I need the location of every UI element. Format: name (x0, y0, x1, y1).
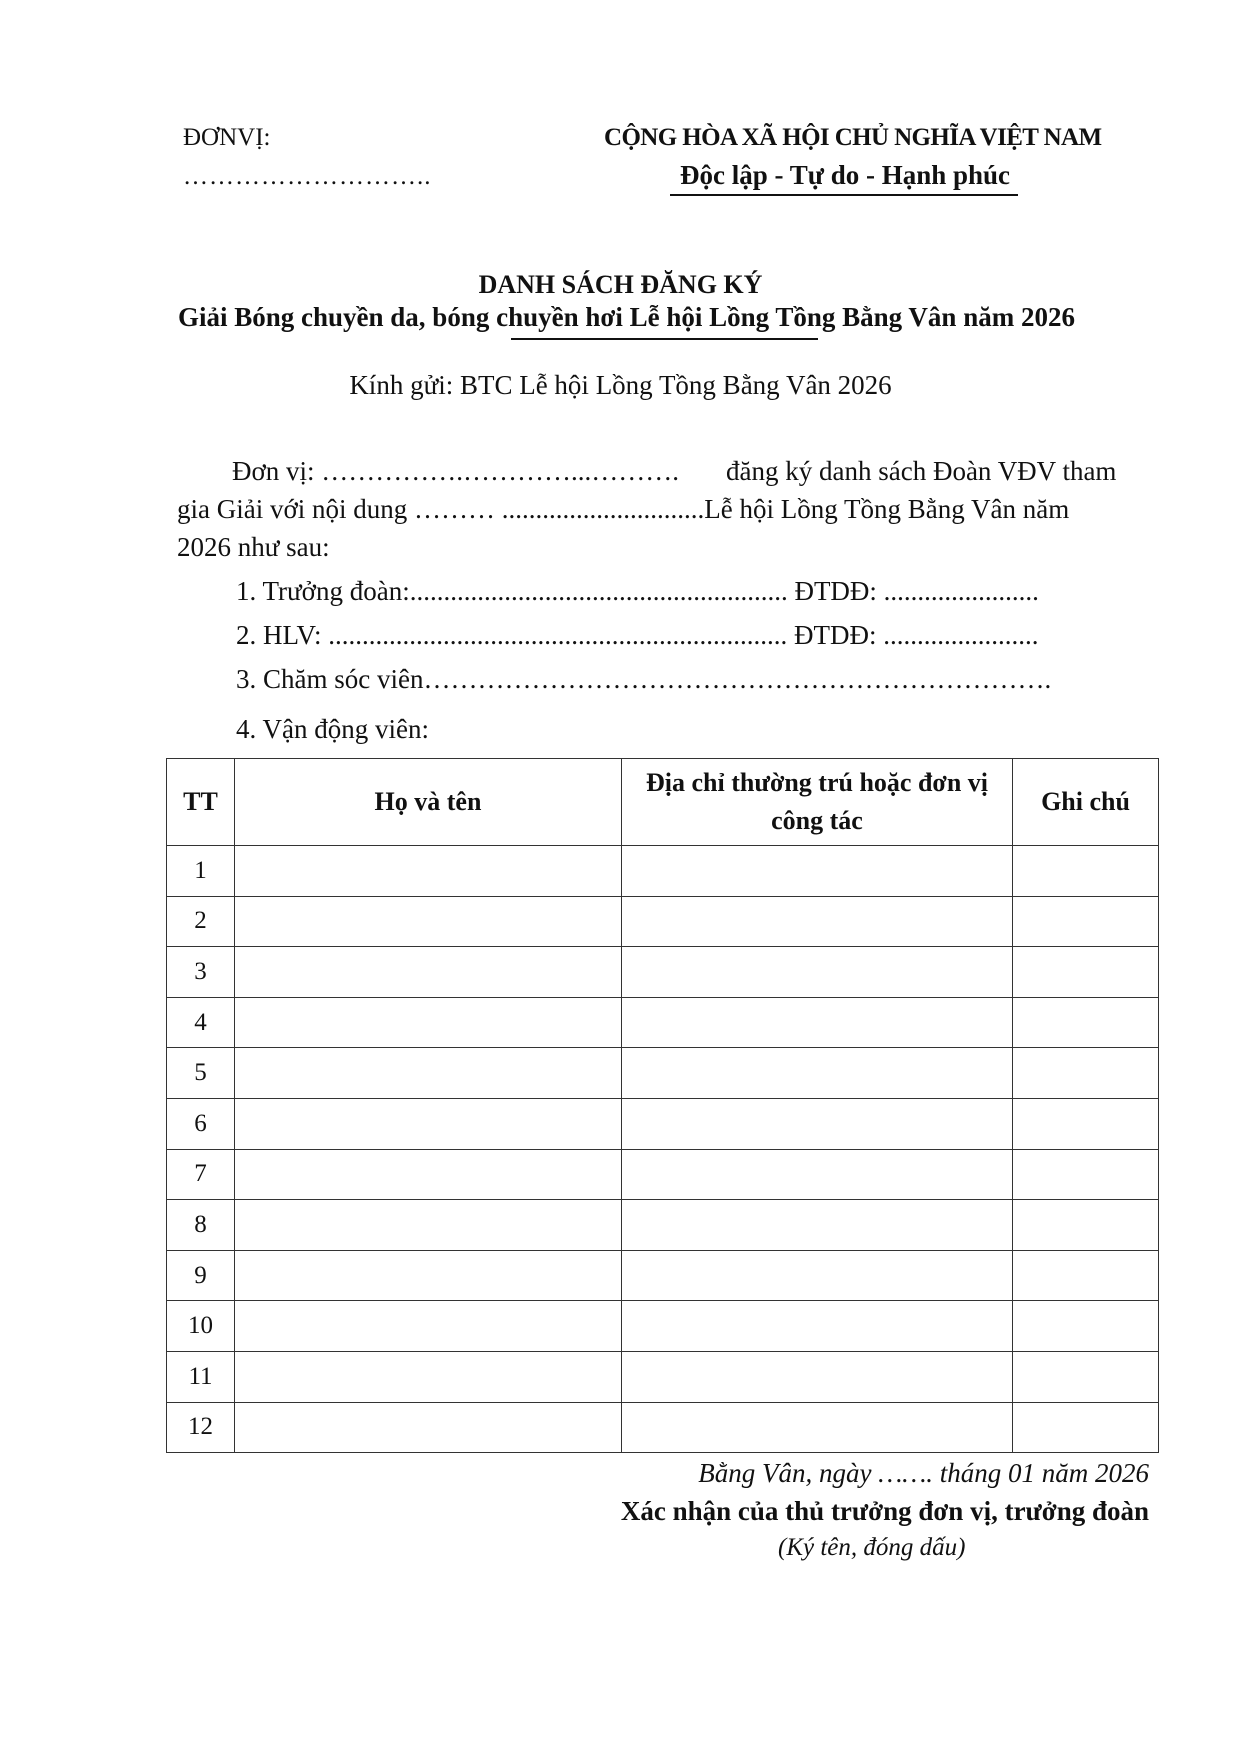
table-row (167, 1301, 1159, 1352)
header-tt: TT (167, 759, 235, 846)
motto-underline (670, 194, 1018, 196)
note-cell[interactable] (1013, 896, 1159, 947)
recipient-line: Kính gửi: BTC Lễ hội Lồng Tồng Bằng Vân 2026 (349, 370, 892, 400)
name-cell[interactable] (235, 947, 622, 998)
item-athletes: 4. Vận động viên: (236, 714, 429, 744)
address-cell[interactable] (622, 1149, 1013, 1200)
item-team-leader: 1. Trưởng đoàn:........................................................ ĐTDĐ: ....................... (236, 576, 1039, 606)
header-full-name: Họ và tên (235, 759, 622, 846)
name-cell[interactable] (235, 1250, 622, 1301)
document-subtitle: Giải Bóng chuyền da, bóng chuyền hơi Lễ hội Lồng Tồng Bằng Vân năm 2026 (178, 302, 1075, 332)
name-cell[interactable] (235, 1351, 622, 1402)
row-number: 2 (167, 896, 235, 947)
address-cell[interactable] (622, 947, 1013, 998)
address-cell[interactable] (622, 1200, 1013, 1251)
note-cell[interactable] (1013, 1250, 1159, 1301)
signature-note: (Ký tên, đóng dấu) (778, 1534, 966, 1561)
table-row (167, 896, 1159, 947)
address-cell[interactable] (622, 846, 1013, 897)
address-cell[interactable] (622, 1402, 1013, 1453)
table-header-row (167, 759, 1159, 846)
unit-label: ĐƠNVỊ: (183, 124, 271, 151)
name-cell[interactable] (235, 846, 622, 897)
national-motto: Độc lập - Tự do - Hạnh phúc (680, 160, 1011, 190)
note-cell[interactable] (1013, 1351, 1159, 1402)
intro-line-2: gia Giải với nội dung ……… ..............................Lễ hội Lồng Tồng Bằng Vân năm (177, 494, 1070, 524)
row-number: 7 (167, 1149, 235, 1200)
header-note: Ghi chú (1013, 759, 1159, 846)
unit-name-blank: ……………………….. (183, 163, 432, 190)
item-caretaker: 3. Chăm sóc viên……………………………………………………………. (236, 664, 1052, 694)
name-cell[interactable] (235, 1200, 622, 1251)
row-number: 11 (167, 1351, 235, 1402)
row-number: 6 (167, 1098, 235, 1149)
note-cell[interactable] (1013, 1149, 1159, 1200)
table-row (167, 1200, 1159, 1251)
table-row (167, 1098, 1159, 1149)
note-cell[interactable] (1013, 1048, 1159, 1099)
table-row (167, 1048, 1159, 1099)
note-cell[interactable] (1013, 1402, 1159, 1453)
name-cell[interactable] (235, 1149, 622, 1200)
row-number: 4 (167, 997, 235, 1048)
place-date-line: Bằng Vân, ngày ……. tháng 01 năm 2026 (698, 1458, 1149, 1488)
table-row (167, 1250, 1159, 1301)
note-cell[interactable] (1013, 1098, 1159, 1149)
note-cell[interactable] (1013, 997, 1159, 1048)
row-number: 10 (167, 1301, 235, 1352)
athlete-roster-table (166, 758, 1159, 1453)
row-number: 8 (167, 1200, 235, 1251)
row-number: 5 (167, 1048, 235, 1099)
header-address: Địa chỉ thường trú hoặc đơn vị công tác (622, 759, 1013, 846)
note-cell[interactable] (1013, 846, 1159, 897)
name-cell[interactable] (235, 1402, 622, 1453)
item-coach: 2. HLV: .................................................................... ĐTDĐ: ....................... (236, 620, 1039, 650)
table-row (167, 997, 1159, 1048)
document-title: DANH SÁCH ĐĂNG KÝ (478, 270, 763, 299)
intro-line-1-right: đăng ký danh sách Đoàn VĐV tham (726, 456, 1117, 486)
name-cell[interactable] (235, 1098, 622, 1149)
table-row (167, 1351, 1159, 1402)
name-cell[interactable] (235, 1301, 622, 1352)
address-cell[interactable] (622, 1098, 1013, 1149)
national-title: CỘNG HÒA XÃ HỘI CHỦ NGHĨA VIỆT NAM (604, 124, 1102, 151)
name-cell[interactable] (235, 1048, 622, 1099)
row-number: 3 (167, 947, 235, 998)
note-cell[interactable] (1013, 1301, 1159, 1352)
row-number: 9 (167, 1250, 235, 1301)
table-row (167, 1149, 1159, 1200)
address-cell[interactable] (622, 997, 1013, 1048)
confirmation-title: Xác nhận của thủ trưởng đơn vị, trưởng đoàn (620, 1496, 1149, 1526)
table-row (167, 846, 1159, 897)
intro-line-1-left: Đơn vị: …………….…………...………. (232, 456, 680, 486)
row-number: 1 (167, 846, 235, 897)
note-cell[interactable] (1013, 1200, 1159, 1251)
table-row (167, 1402, 1159, 1453)
address-cell[interactable] (622, 1048, 1013, 1099)
name-cell[interactable] (235, 997, 622, 1048)
address-cell[interactable] (622, 1351, 1013, 1402)
address-cell[interactable] (622, 896, 1013, 947)
subtitle-underline (511, 338, 818, 340)
note-cell[interactable] (1013, 947, 1159, 998)
intro-line-3: 2026 như sau: (177, 532, 330, 562)
address-cell[interactable] (622, 1301, 1013, 1352)
address-cell[interactable] (622, 1250, 1013, 1301)
table-row (167, 947, 1159, 998)
row-number: 12 (167, 1402, 235, 1453)
name-cell[interactable] (235, 896, 622, 947)
